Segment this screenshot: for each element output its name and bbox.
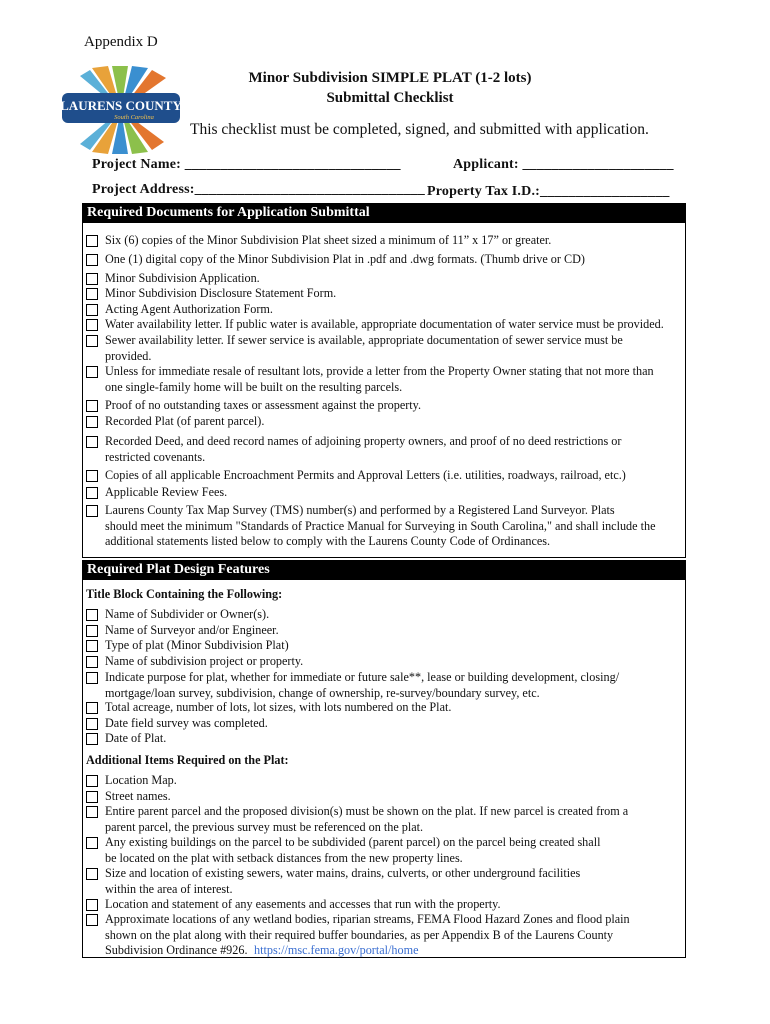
checkbox[interactable] (86, 505, 98, 517)
checklist-item-text: parent parcel, the previous survey must be referenced on the plat. (105, 819, 424, 834)
checkbox[interactable] (86, 702, 98, 714)
checklist-item-text: one single-family home will be built on the resulting parcels. (105, 379, 403, 394)
checklist-item-text: Six (6) copies of the Minor Subdivision Plat sheet sized a minimum of 11” x 17” or greater. (105, 233, 552, 247)
checkbox[interactable] (86, 366, 98, 378)
property-tax-id-field[interactable]: Property Tax I.D.:__________________ (427, 184, 670, 199)
checklist-item-text: Location Map. (105, 773, 177, 787)
checklist-item-text: Applicable Review Fees. (105, 485, 228, 499)
checkbox[interactable] (86, 640, 98, 652)
checklist-item-text: within the area of interest. (105, 881, 233, 896)
checklist-item-text: Size and location of existing sewers, water mains, drains, culverts, or other underground facilities (105, 866, 581, 880)
document-title (200, 68, 580, 108)
checklist-item-text: be located on the plat with setback distances from the new property lines. (105, 850, 463, 865)
checklist-item-text: Subdivision Ordinance #926. (105, 943, 248, 957)
checklist-item-text: Approximate locations of any wetland bodies, riparian streams, FEMA Flood Hazard Zones and flood plain (105, 912, 630, 926)
checkbox[interactable] (86, 487, 98, 499)
checkbox[interactable] (86, 775, 98, 787)
checkbox[interactable] (86, 254, 98, 266)
checklist-item-text: provided. (105, 348, 152, 363)
appendix-label: Appendix D (84, 34, 158, 50)
checkbox[interactable] (86, 235, 98, 247)
section-plat-design-heading: Required Plat Design Features (82, 560, 686, 580)
project-name-field[interactable]: Project Name: ______________________________ (92, 157, 401, 172)
checklist-item-text: shown on the plat along with their required buffer boundaries, as per Appendix B of the Laurens County (105, 927, 614, 942)
checklist-item-text: Entire parent parcel and the proposed division(s) must be shown on the plat. If new parcel is created from a (105, 804, 629, 818)
checklist-item-text: Indicate purpose for plat, whether for immediate or future sale**, lease or building development, closing/ (105, 670, 620, 684)
title-block-heading: Title Block Containing the Following: (86, 587, 283, 601)
checkbox[interactable] (86, 436, 98, 448)
checkbox[interactable] (86, 914, 98, 926)
checklist-item-text: Street names. (105, 789, 171, 803)
checkbox[interactable] (86, 319, 98, 331)
logo-sub-text: South Carolina (114, 114, 154, 121)
checklist-item-text: Minor Subdivision Disclosure Statement Form. (105, 286, 337, 300)
checklist-item-text: Minor Subdivision Application. (105, 271, 260, 285)
checkbox[interactable] (86, 625, 98, 637)
checklist-item-text: Proof of no outstanding taxes or assessment against the property. (105, 398, 422, 412)
checklist-item-text: Name of Subdivider or Owner(s). (105, 607, 270, 621)
checkbox[interactable] (86, 304, 98, 316)
checkbox[interactable] (86, 288, 98, 300)
checklist-item-text: Unless for immediate resale of resultant lots, provide a letter from the Property Owner stating that not more than (105, 364, 654, 378)
checkbox[interactable] (86, 416, 98, 428)
checklist-item-text: Date of Plat. (105, 731, 167, 745)
checklist-item-text: Name of Surveyor and/or Engineer. (105, 623, 279, 637)
checklist-item-text: Copies of all applicable Encroachment Permits and Approval Letters (i.e. utilities, roadways, railroad, etc.) (105, 468, 626, 482)
checklist-item-text: should meet the minimum "Standards of Practice Manual for Surveying in South Carolina," and shall include the (105, 518, 656, 533)
checklist-item-text: mortgage/loan survey, subdivision, change of ownership, re-survey/boundary survey, etc. (105, 685, 540, 700)
checkbox[interactable] (86, 609, 98, 621)
title-line-2: Submittal Checklist (326, 90, 454, 106)
applicant-field[interactable]: Applicant: _____________________ (453, 157, 674, 172)
logo-main-text: LAURENS COUNTY (62, 98, 180, 113)
section-required-documents-heading: Required Documents for Application Submittal (82, 203, 686, 223)
checklist-item-text: Any existing buildings on the parcel to be subdivided (parent parcel) on the parcel being created shall (105, 835, 601, 849)
checkbox[interactable] (86, 470, 98, 482)
checklist-item-text: restricted covenants. (105, 449, 206, 464)
checkbox[interactable] (86, 273, 98, 285)
project-address-field[interactable]: Project Address:________________________________ (92, 182, 426, 197)
checklist-item-text: Recorded Deed, and deed record names of adjoining property owners, and proof of no deed restrictions or (105, 434, 622, 448)
checkbox[interactable] (86, 672, 98, 684)
additional-items-heading: Additional Items Required on the Plat: (86, 753, 289, 767)
checkbox[interactable] (86, 806, 98, 818)
instruction-text: This checklist must be completed, signed, and submitted with application. (190, 121, 649, 138)
checklist-item-text: One (1) digital copy of the Minor Subdivision Plat in .pdf and .dwg formats. (Thumb drive or CD) (105, 252, 585, 266)
checkbox[interactable] (86, 718, 98, 730)
checklist-item-text: Name of subdivision project or property. (105, 654, 304, 668)
fema-portal-link[interactable]: https://msc.fema.gov/portal/home (254, 943, 419, 957)
checklist-item-text: Total acreage, number of lots, lot sizes, with lots numbered on the Plat. (105, 700, 452, 714)
checkbox[interactable] (86, 400, 98, 412)
checkbox[interactable] (86, 837, 98, 849)
checklist-item-text: Recorded Plat (of parent parcel). (105, 414, 265, 428)
checklist-item-text: Acting Agent Authorization Form. (105, 302, 273, 316)
checklist-item-text: Date field survey was completed. (105, 716, 268, 730)
checklist-item-text: Type of plat (Minor Subdivision Plat) (105, 638, 289, 652)
county-logo (62, 66, 180, 154)
title-line-1: Minor Subdivision SIMPLE PLAT (1-2 lots) (248, 70, 532, 86)
checklist-item-text: Location and statement of any easements and accesses that run with the property. (105, 897, 501, 911)
checklist-item-text: additional statements listed below to comply with the Laurens County Code of Ordinances. (105, 534, 551, 548)
checkbox[interactable] (86, 791, 98, 803)
checklist-item-text: Water availability letter. If public water is available, appropriate documentation of water service must be provided. (105, 317, 664, 331)
checkbox[interactable] (86, 868, 98, 880)
checklist-item-text: Sewer availability letter. If sewer service is available, appropriate documentation of sewer service must be (105, 333, 623, 347)
checkbox[interactable] (86, 656, 98, 668)
checkbox[interactable] (86, 899, 98, 911)
checkbox[interactable] (86, 335, 98, 347)
checkbox[interactable] (86, 733, 98, 745)
checklist-item-text: Laurens County Tax Map Survey (TMS) number(s) and performed by a Registered Land Surveyor. Plats (105, 503, 615, 517)
